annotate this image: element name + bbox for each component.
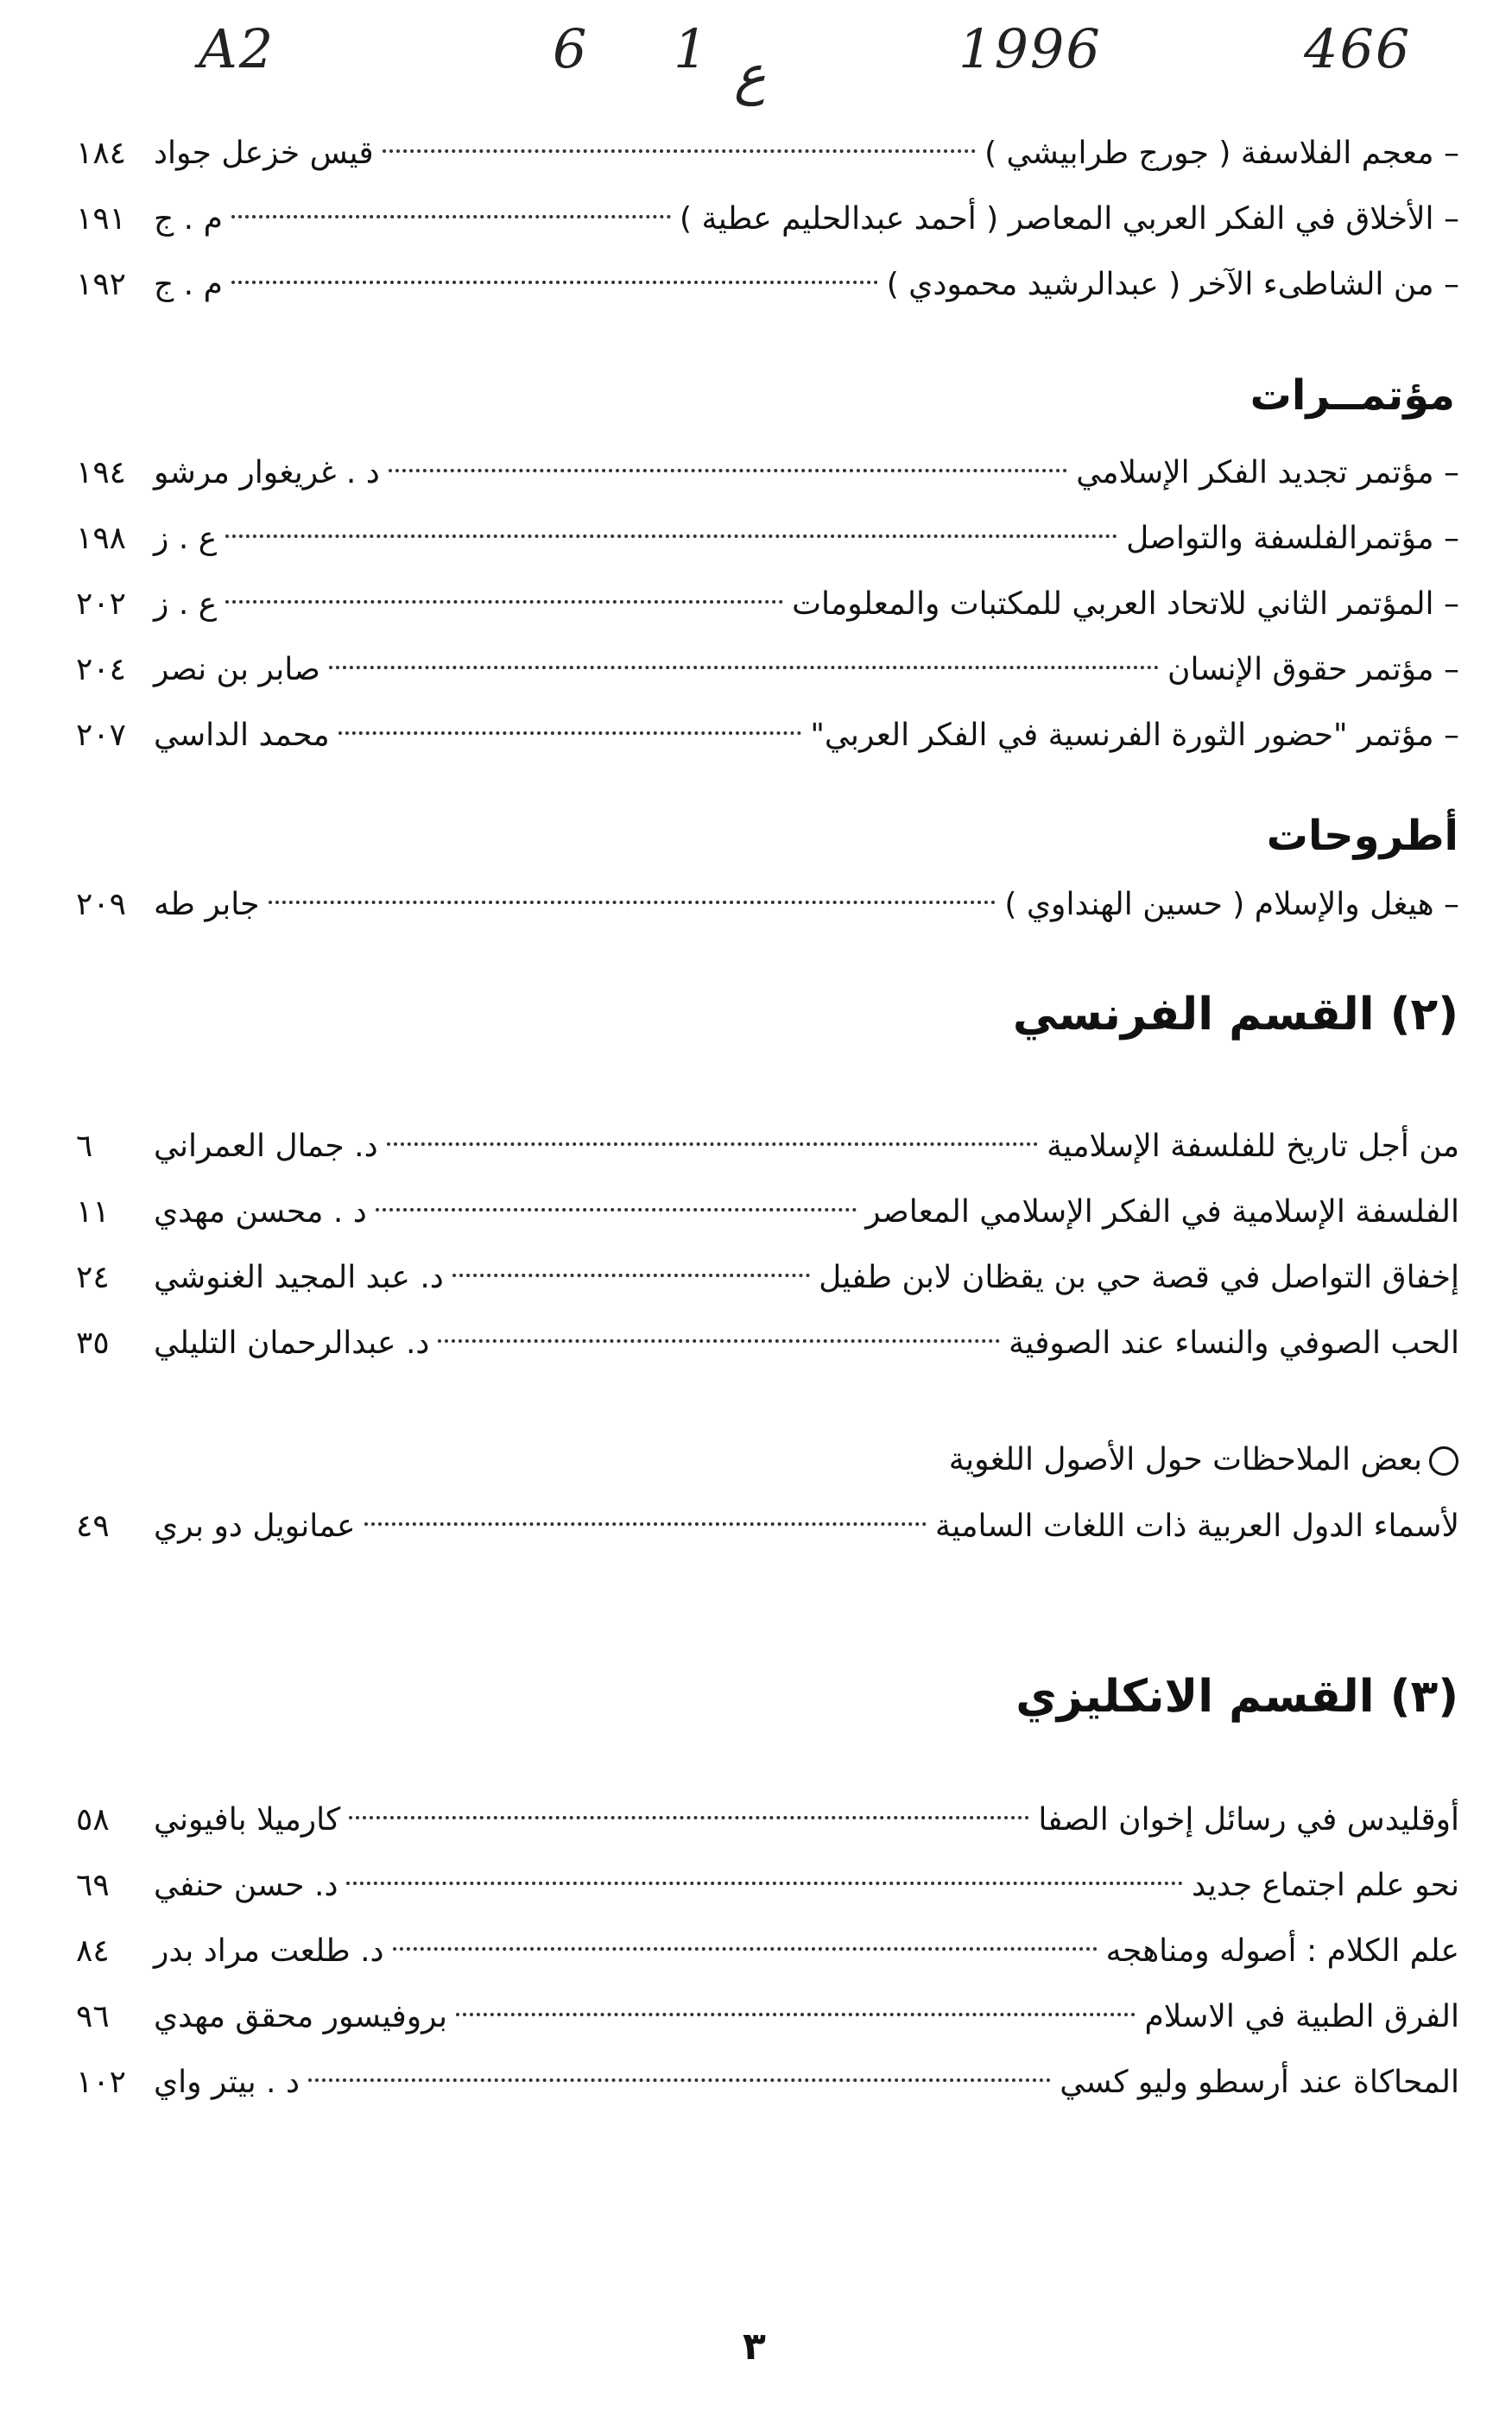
entry-page-number: ١٠٢	[76, 2065, 127, 2100]
entry-page-number: ٥٨	[76, 1802, 110, 1838]
entry-page-number: ٢٠٩	[76, 887, 127, 922]
theses-heading: أطروحات	[1266, 812, 1458, 860]
toc-entry	[69, 1180, 1459, 1245]
page-number: ٣	[743, 2325, 766, 2369]
entry-page-number: ١١	[76, 1194, 110, 1230]
entry-author: ع . ز	[154, 586, 218, 622]
toc-entry	[69, 1853, 1459, 1919]
entry-author: د . بيتر واي	[154, 2065, 300, 2100]
entry-author: م . ج	[154, 201, 223, 237]
entry-page-number: ٢٠٧	[76, 718, 127, 753]
toc-entry	[69, 1787, 1459, 1853]
entry-page-number: ٢٤	[76, 1260, 110, 1295]
dot-leader	[346, 1882, 1183, 1885]
handwritten-note-a2: A2	[199, 17, 275, 80]
entry-page-number: ٩٦	[76, 1999, 110, 2034]
conferences-list	[69, 440, 1459, 769]
dot-leader	[389, 469, 1067, 472]
entry-title: أوقليدس في رسائل إخوان الصفا	[1038, 1802, 1459, 1838]
dot-leader	[456, 2013, 1136, 2016]
dot-leader	[376, 1208, 857, 1212]
entry-author: د. حسن حنفي	[154, 1868, 338, 1903]
dot-leader	[329, 666, 1159, 669]
entry-author: د. عبدالرحمان التليلي	[154, 1325, 430, 1361]
entry-page-number: ١٩٢	[76, 267, 127, 302]
toc-entry	[69, 1114, 1459, 1180]
dot-leader	[438, 1339, 1000, 1343]
entry-title: – من الشاطىء الآخر ( عبدالرشيد محمودي )	[886, 267, 1459, 302]
entry-title: إخفاق التواصل في قصة حي بن يقظان لابن طفيل	[819, 1260, 1459, 1295]
circle-bullet-icon	[1429, 1446, 1458, 1476]
entry-author: بروفيسور محقق مهدي	[154, 1999, 448, 2034]
toc-entry	[69, 187, 1459, 252]
handwritten-note-6: 6	[553, 17, 589, 80]
entry-page-number: ١٩٨	[76, 521, 127, 556]
entry-title: المحاكاة عند أرسطو وليو كسي	[1060, 2065, 1459, 2100]
entry-title: لأسماء الدول العربية ذات اللغات السامية	[935, 1509, 1459, 1544]
dot-leader	[364, 1522, 927, 1526]
handwritten-note-ain: ع	[734, 43, 766, 106]
toc-entry	[69, 637, 1459, 703]
entry-author: د . غريغوار مرشو	[154, 455, 380, 490]
entry-title: الفرق الطبية في الاسلام	[1144, 1999, 1459, 2034]
entry-author: د. عبد المجيد الغنوشي	[154, 1260, 444, 1295]
english-section-list	[69, 1787, 1459, 2116]
handwritten-note-466: 466	[1304, 17, 1412, 80]
entry-author: صابر بن نصر	[154, 652, 320, 687]
entry-page-number: ٤٩	[76, 1509, 110, 1544]
english-section-heading: (٣) القسم الانكليزي	[1015, 1671, 1458, 1723]
entry-author: قيس خزعل جواد	[154, 136, 374, 171]
entry-title: الحب الصوفي والنساء عند الصوفية	[1009, 1325, 1459, 1361]
dot-leader	[452, 1274, 810, 1277]
dot-leader	[269, 901, 996, 904]
toc-entry	[69, 1494, 1459, 1559]
entry-page-number: ١٩١	[76, 201, 127, 237]
entry-author: جابر طه	[154, 887, 260, 922]
entry-title: – مؤتمرالفلسفة والتواصل	[1126, 521, 1459, 556]
dot-leader	[349, 1816, 1029, 1819]
dot-leader	[231, 281, 878, 284]
top-entries-list	[69, 121, 1459, 318]
toc-entry	[69, 252, 1459, 318]
entry-title: – الأخلاق في الفكر العربي المعاصر ( أحمد عبدالحليم عطية )	[680, 201, 1459, 237]
entry-author: د . محسن مهدي	[154, 1194, 367, 1230]
dot-leader	[231, 215, 671, 218]
conferences-heading: مؤتمــرات	[1249, 371, 1455, 420]
entry-page-number: ٨٤	[76, 1933, 110, 1969]
toc-entry	[69, 572, 1459, 637]
entry-author: ع . ز	[154, 521, 218, 556]
french-note-list	[69, 1494, 1459, 1559]
entry-page-number: ٢٠٢	[76, 586, 127, 622]
toc-entry	[69, 2050, 1459, 2116]
toc-entry	[69, 872, 1459, 938]
entry-author: محمد الداسي	[154, 718, 330, 753]
toc-entry	[69, 506, 1459, 572]
toc-entry	[69, 703, 1459, 769]
entry-title: نحو علم اجتماع جديد	[1192, 1868, 1459, 1903]
entry-author: كارميلا بافيوني	[154, 1802, 341, 1838]
handwritten-note-1: 1	[674, 17, 710, 80]
handwritten-note-year: 1996	[958, 17, 1102, 80]
entry-title: – مؤتمر تجديد الفكر الإسلامي	[1076, 455, 1459, 490]
note-line-text: بعض الملاحظات حول الأصول اللغوية	[948, 1442, 1422, 1477]
entry-author: د. طلعت مراد بدر	[154, 1933, 384, 1969]
entry-author: م . ج	[154, 267, 223, 302]
entry-title: – مؤتمر حقوق الإنسان	[1167, 652, 1459, 687]
entry-page-number: ٦٩	[76, 1868, 110, 1903]
dot-leader	[225, 600, 783, 604]
toc-entry	[69, 1984, 1459, 2050]
french-section-heading: (٢) القسم الفرنسي	[1012, 989, 1458, 1041]
toc-entry	[69, 1311, 1459, 1376]
dot-leader	[383, 149, 976, 153]
entry-title: – المؤتمر الثاني للاتحاد العربي للمكتبات والمعلومات	[792, 586, 1459, 622]
entry-title: من أجل تاريخ للفلسفة الإسلامية	[1047, 1129, 1459, 1164]
entry-page-number: ٢٠٤	[76, 652, 127, 687]
dot-leader	[393, 1947, 1098, 1951]
toc-entry	[69, 1245, 1459, 1311]
dot-leader	[225, 535, 1117, 538]
french-note-heading	[949, 1442, 1458, 1477]
entry-title: الفلسفة الإسلامية في الفكر الإسلامي المعاصر	[865, 1194, 1459, 1230]
entry-author: عمانويل دو بري	[154, 1509, 356, 1544]
entry-title: علم الكلام : أصوله ومناهجه	[1105, 1933, 1459, 1969]
entry-page-number: ٣٥	[76, 1325, 110, 1361]
entry-author: د. جمال العمراني	[154, 1129, 378, 1164]
theses-list	[69, 872, 1459, 938]
dot-leader	[338, 731, 802, 735]
french-section-list	[69, 1114, 1459, 1376]
entry-title: – هيغل والإسلام ( حسين الهنداوي )	[1004, 887, 1459, 922]
entry-title: – مؤتمر "حضور الثورة الفرنسية في الفكر العربي"	[810, 718, 1459, 753]
dot-leader	[387, 1142, 1039, 1146]
entry-title: – معجم الفلاسفة ( جورج طرابيشي )	[984, 136, 1459, 171]
entry-page-number: ٦	[76, 1129, 93, 1164]
entry-page-number: ١٨٤	[76, 136, 127, 171]
toc-entry	[69, 1919, 1459, 1984]
dot-leader	[308, 2078, 1051, 2082]
toc-entry	[69, 121, 1459, 187]
entry-page-number: ١٩٤	[76, 455, 127, 490]
toc-entry	[69, 440, 1459, 506]
